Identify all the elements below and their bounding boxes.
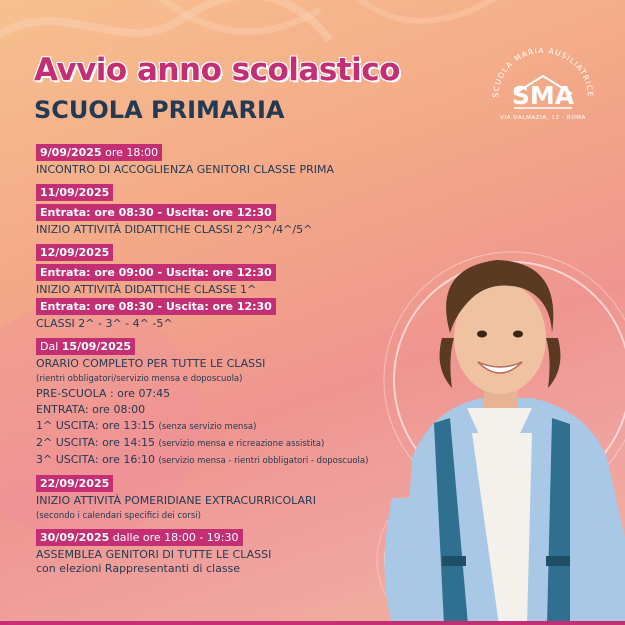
event-description: INIZIO ATTIVITÀ POMERIDIANE EXTRACURRICOLARI [36,494,316,507]
event-time-badge: Entrata: ore 08:30 - Uscita: ore 12:30 [36,204,276,221]
event-time-badge: Entrata: ore 09:00 - Uscita: ore 12:30 [36,264,276,281]
event-description: ASSEMBLEA GENITORI DI TUTTE LE CLASSI [36,548,272,561]
schedule-list [36,143,416,582]
event-date-badge: Dal 15/09/2025 [36,338,135,355]
exit-3-time: 3^ USCITA: ore 16:10 (servizio mensa - rientri obbligatori - doposcuola) [36,453,369,466]
event-description: INCONTRO DI ACCOGLIENZA GENITORI CLASSE PRIMA [36,163,334,176]
event-2025-09-15 [36,337,416,468]
event-note: (rientri obbligatori/servizio mensa e doposcuola) [36,374,243,384]
event-description: CLASSI 2^ - 3^ - 4^ -5^ [36,317,173,330]
pre-school-time: PRE-SCUOLA : ore 07:45 [36,387,171,400]
event-description: ORARIO COMPLETO PER TUTTE LE CLASSI [36,357,266,370]
event-2025-09-12 [36,243,416,331]
event-note: (secondo i calendari specifici dei corsi) [36,511,201,521]
page-title: Avvio anno scolastico [34,52,400,88]
logo-address: VIA DALMAZIA, 12 - ROMA [500,115,586,121]
event-description: con elezioni Rappresentanti di classe [36,562,241,575]
event-description: INIZIO ATTIVITÀ DIDATTICHE CLASSI 2^/3^/4^/5^ [36,223,313,236]
event-date-badge: 9/09/2025 ore 18:00 [36,144,162,161]
bottom-accent-bar [0,621,625,625]
smiling-boy-photo [372,238,625,625]
school-logo [484,36,602,154]
event-2025-09-30 [36,528,416,576]
event-time-badge: Entrata: ore 08:30 - Uscita: ore 12:30 [36,298,276,315]
entry-time: ENTRATA: ore 08:00 [36,403,146,416]
event-2025-09-22 [36,474,416,522]
event-date-badge: 30/09/2025 dalle ore 18:00 - 19:30 [36,529,243,546]
event-2025-09-11 [36,183,416,237]
event-description: INIZIO ATTIVITÀ DIDATTICHE CLASSE 1^ [36,283,257,296]
logo-school-name: SCUOLA MARIA AUSILIATRICE [490,45,596,98]
exit-1-time: 1^ USCITA: ore 13:15 (senza servizio mensa) [36,419,257,432]
event-date-badge: 11/09/2025 [36,184,113,201]
page-subtitle: SCUOLA PRIMARIA [34,96,285,124]
exit-2-time: 2^ USCITA: ore 14:15 (servizio mensa e ricreazione assistita) [36,436,325,449]
logo-monogram: SMA [511,81,575,110]
event-date-badge: 12/09/2025 [36,244,113,261]
event-date-badge: 22/09/2025 [36,475,113,492]
event-2025-09-09 [36,143,416,177]
